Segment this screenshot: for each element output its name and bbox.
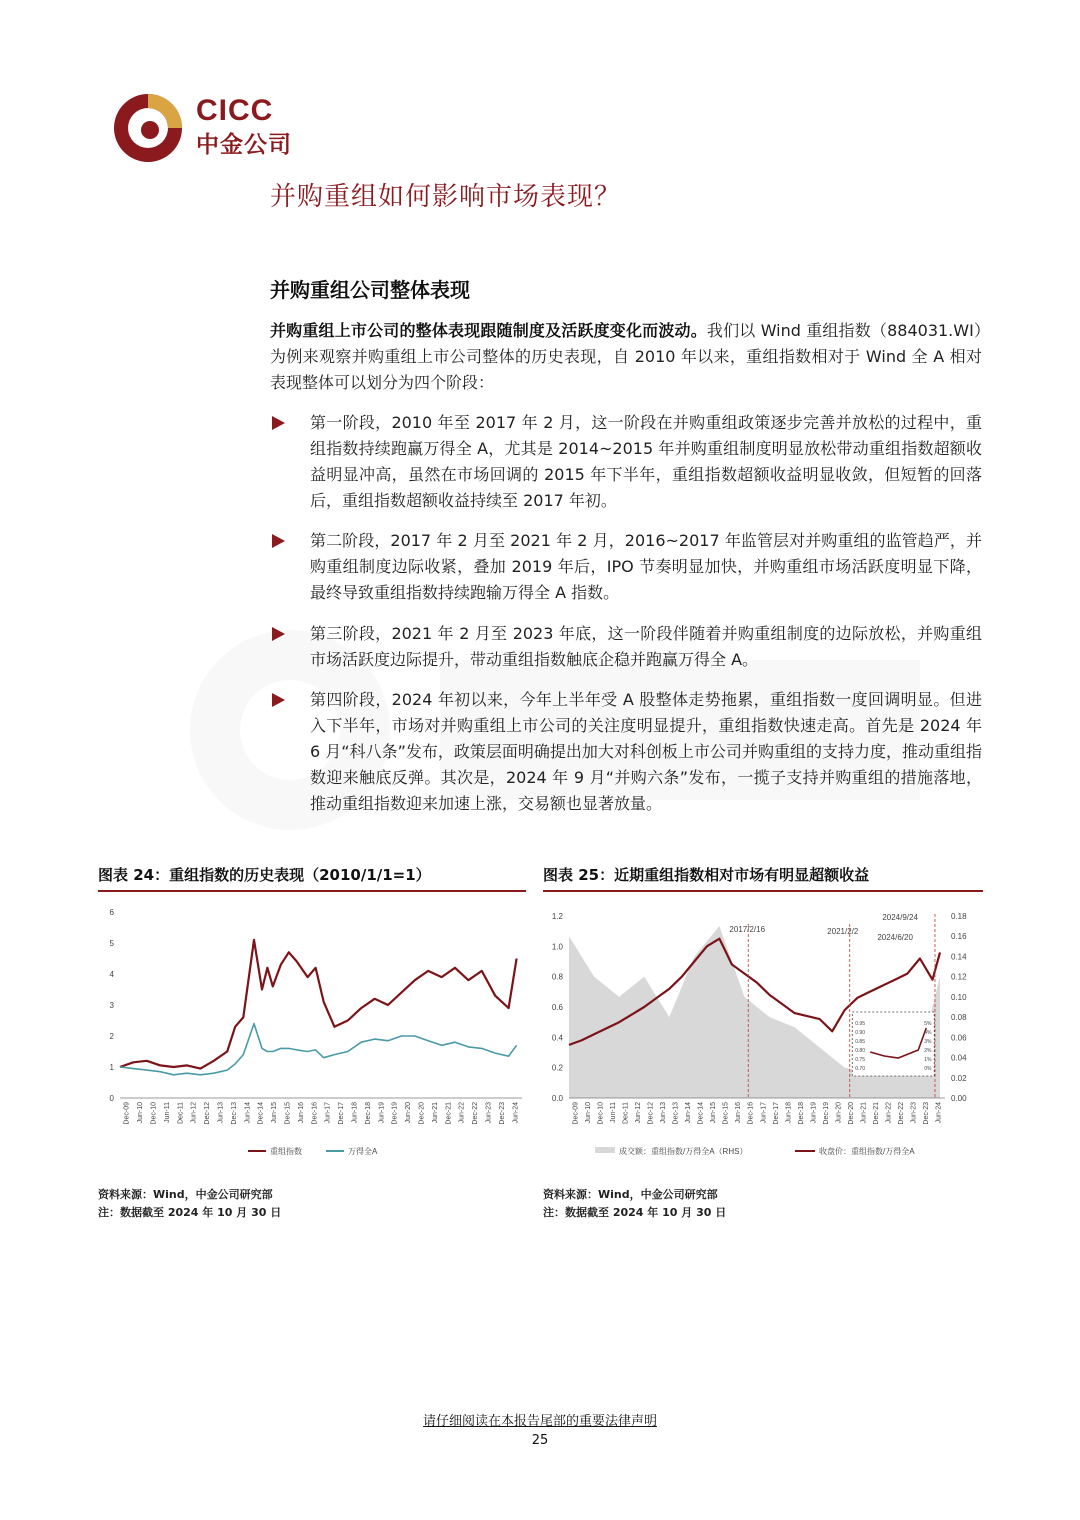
figure-25-source	[543, 1186, 726, 1222]
x-tick-label: Jun-20	[405, 1102, 413, 1124]
page-number: 25	[531, 1433, 549, 1448]
y2-tick-label: 0.14	[951, 952, 967, 962]
x-tick-label: Dec-16	[311, 1102, 319, 1125]
y-tick-label: 2	[109, 1032, 114, 1041]
x-tick-label: Jun-17	[324, 1102, 332, 1124]
inset-y2-tick: 3%	[924, 1039, 932, 1045]
x-tick-label: Jun-13	[660, 1102, 667, 1124]
x-tick-label: Jun-10	[137, 1102, 145, 1124]
x-tick-label: Dec-20	[848, 1102, 855, 1125]
x-tick-label: Jun-19	[378, 1102, 386, 1124]
legend-label: 万得全A	[348, 1147, 378, 1156]
triangle-bullet-icon	[272, 693, 285, 707]
figure-24-title: 图表 24：重组指数的历史表现（2010/1/1=1）	[98, 866, 431, 884]
bullet-text: 第一阶段，2010 年至 2017 年 2 月，这一阶段在并购重组政策逐步完善并放松的过程中，重组指数持续跑赢万得全 A，尤其是 2014~2015 年并购重组制度明显放松带动重组指数超额收益明显冲高，虽然在市场回调的 2015 年下半年，重组指数超额收益明显收敛，但短暂的回落后，重组指数超额收益持续至 2017 年初。	[310, 413, 982, 510]
bullet-text: 第四阶段，2024 年初以来，今年上半年受 A 股整体走势拖累，重组指数一度回调明显。但进入下半年，市场对并购重组上市公司的关注度明显提升，重组指数快速走高。首先是 2024 年 6 月“科八条”发布，政策层面明确提出加大对科创板上市公司并购重组的支持力度，推动重组指数迎来触底反弹。其次是，2024 年 9 月“并购六条”发布，一揽子支持并购重组的措施落地，推动重组指数迎来加速上涨，交易额也显著放量。	[310, 690, 982, 813]
figure-24-source	[98, 1186, 281, 1222]
x-tick-label: Dec-17	[338, 1102, 346, 1125]
x-tick-label: Jun-20	[835, 1102, 843, 1124]
x-tick-label: Jun-12	[190, 1102, 198, 1124]
inset-y2-tick: 2%	[924, 1048, 932, 1054]
x-tick-label: Dec-13	[230, 1102, 238, 1125]
figure-25-rule	[543, 890, 983, 892]
y2-tick-label: 0.04	[951, 1053, 967, 1063]
x-tick-label: Jun-11	[163, 1102, 171, 1123]
cicc-logo	[112, 92, 312, 162]
y2-tick-label: 0.00	[951, 1094, 967, 1103]
inset-y2-tick: 5%	[924, 1021, 932, 1027]
cicc-logo-icon	[112, 92, 184, 164]
figure-24-rule	[98, 890, 526, 892]
y-tick-label: 0.8	[551, 972, 563, 982]
x-tick-label: Jun-24	[935, 1102, 943, 1124]
y2-tick-label: 0.12	[951, 972, 967, 982]
series-line-1	[120, 940, 517, 1069]
x-tick-label: Jun-14	[244, 1102, 252, 1124]
x-tick-label: Jun-19	[810, 1102, 818, 1124]
x-tick-label: Jun-13	[217, 1102, 225, 1124]
y-tick-label: 6	[109, 908, 114, 917]
y-tick-label: 0.0	[551, 1094, 563, 1103]
inset-y-tick: 0.80	[855, 1048, 865, 1054]
x-tick-label: Jun-18	[351, 1102, 359, 1124]
inset-y-tick: 0.85	[855, 1039, 865, 1045]
inset-y-tick: 0.75	[855, 1057, 865, 1063]
source-text: 资料来源：Wind，中金公司研究部	[98, 1188, 273, 1201]
y2-tick-label: 0.02	[951, 1073, 967, 1083]
x-tick-label: Dec-17	[772, 1102, 780, 1125]
inset-y2-tick: 0%	[924, 1066, 932, 1072]
footer	[0, 1410, 1080, 1448]
triangle-bullet-icon	[272, 627, 285, 641]
x-tick-label: Dec-18	[364, 1102, 372, 1125]
x-tick-label: Dec-15	[722, 1102, 730, 1125]
x-tick-label: Dec-10	[150, 1102, 158, 1125]
x-tick-label: Jun-21	[431, 1102, 439, 1124]
section-title: 并购重组如何影响市场表现？	[270, 182, 622, 212]
logo-text-cn: 中金公司	[196, 132, 292, 158]
x-tick-label: Dec-14	[697, 1102, 705, 1125]
x-tick-label: Jun-16	[735, 1102, 743, 1124]
logo-text-en: CICC	[196, 94, 274, 127]
legend-label: 收盘价：重组指数/万得全A	[819, 1147, 915, 1156]
x-tick-label: Dec-16	[747, 1102, 755, 1125]
x-tick-label: Dec-21	[445, 1102, 453, 1125]
inset-y2-tick: 1%	[924, 1057, 932, 1063]
inset-y2-tick: 4%	[924, 1030, 932, 1036]
bullet-text: 第三阶段，2021 年 2 月至 2023 年底，这一阶段伴随着并购重组制度的边际放松，并购重组市场活跃度边际提升，带动重组指数触底企稳并跑赢万得全 A。	[310, 624, 982, 669]
x-tick-label: Dec-23	[923, 1102, 931, 1125]
inset-y-tick: 0.95	[855, 1021, 865, 1027]
x-tick-label: Dec-09	[572, 1102, 580, 1125]
x-tick-label: Dec-19	[391, 1102, 399, 1125]
y2-tick-label: 0.06	[951, 1033, 967, 1043]
y2-tick-label: 0.16	[951, 932, 967, 942]
x-tick-label: Jun-22	[885, 1102, 893, 1124]
x-tick-label: Jun-11	[609, 1102, 617, 1123]
inset-y-tick: 0.90	[855, 1030, 865, 1036]
chart-25	[543, 900, 983, 1170]
x-tick-label: Dec-23	[498, 1102, 506, 1125]
legend-swatch	[595, 1147, 615, 1153]
x-tick-label: Dec-21	[873, 1102, 881, 1125]
y2-tick-label: 0.08	[951, 1013, 967, 1023]
y-tick-label: 1	[109, 1063, 114, 1072]
intro-paragraph	[270, 318, 982, 396]
y-tick-label: 0	[109, 1094, 114, 1103]
x-tick-label: Jun-21	[860, 1102, 868, 1124]
x-tick-label: Jun-17	[760, 1102, 768, 1124]
legal-notice-link[interactable]: 请仔细阅读在本报告尾部的重要法律声明	[422, 1414, 657, 1429]
x-tick-label: Jun-14	[685, 1102, 693, 1124]
y-tick-label: 0.6	[551, 1003, 563, 1012]
x-tick-label: Jun-12	[634, 1102, 642, 1124]
x-tick-label: Dec-20	[418, 1102, 426, 1125]
chart-24	[98, 900, 528, 1170]
note-text: 注：数据截至 2024 年 10 月 30 日	[543, 1206, 727, 1219]
annotation-label: 2024/9/24	[882, 913, 918, 922]
x-tick-label: Jun-15	[271, 1102, 279, 1124]
y-tick-label: 0.4	[551, 1033, 563, 1043]
y-tick-label: 4	[109, 970, 114, 979]
figure-25-title: 图表 25：近期重组指数相对市场有明显超额收益	[543, 866, 870, 884]
x-tick-label: Dec-22	[898, 1102, 906, 1125]
legend-label: 成交额：重组指数/万得全A（RHS）	[619, 1147, 748, 1156]
annotation-label: 2017/2/16	[729, 925, 766, 934]
triangle-bullet-icon	[272, 416, 285, 430]
x-tick-label: Jun-23	[910, 1102, 918, 1124]
x-tick-label: Dec-11	[177, 1102, 185, 1125]
x-tick-label: Jun-24	[512, 1102, 520, 1124]
x-tick-label: Dec-10	[597, 1102, 605, 1125]
inset-y-tick: 0.70	[855, 1066, 865, 1072]
x-tick-label: Dec-22	[472, 1102, 480, 1125]
bullet-text: 第二阶段，2017 年 2 月至 2021 年 2 月，2016~2017 年监管层对并购重组的监管趋严，并购重组制度边际收紧，叠加 2019 年后，IPO 节奏明显加快，并购重组市场活跃度明显下降，最终导致重组指数持续跑输万得全 A 指数。	[310, 531, 982, 602]
y2-tick-label: 0.10	[951, 992, 967, 1002]
x-tick-label: Dec-13	[672, 1102, 680, 1125]
x-tick-label: Jun-16	[297, 1102, 305, 1124]
y-tick-label: 3	[109, 1001, 114, 1010]
x-tick-label: Dec-12	[204, 1102, 212, 1125]
x-tick-label: Dec-15	[284, 1102, 292, 1125]
x-tick-label: Dec-19	[822, 1102, 830, 1125]
x-tick-label: Dec-09	[123, 1102, 131, 1125]
y2-tick-label: 0.18	[951, 912, 967, 921]
x-tick-label: Dec-14	[257, 1102, 265, 1125]
x-tick-label: Jun-23	[485, 1102, 493, 1124]
x-tick-label: Jun-10	[584, 1102, 592, 1124]
y-tick-label: 0.2	[551, 1063, 563, 1073]
x-tick-label: Dec-11	[622, 1102, 630, 1125]
source-text: 资料来源：Wind，中金公司研究部	[543, 1188, 718, 1201]
annotation-label: 2021/2/2	[827, 927, 859, 936]
x-tick-label: Jun-18	[785, 1102, 793, 1124]
legend-label: 重组指数	[270, 1147, 302, 1156]
y-tick-label: 1.0	[551, 942, 563, 952]
triangle-bullet-icon	[272, 534, 285, 548]
subsection-title: 并购重组公司整体表现	[270, 278, 470, 302]
intro-text: 我们以 Wind 重组指数（884031.WI）为例来观察并购重组上市公司整体的历史表现，自 2010 年以来，重组指数相对于 Wind 全 A 相对表现整体可以划分为四个阶段：	[270, 321, 982, 392]
x-tick-label: Jun-15	[710, 1102, 718, 1124]
y-tick-label: 5	[109, 939, 114, 948]
intro-bold: 并购重组上市公司的整体表现跟随制度及活跃度变化而波动。	[270, 321, 707, 340]
x-tick-label: Dec-18	[797, 1102, 805, 1125]
x-tick-label: Dec-12	[647, 1102, 655, 1125]
x-tick-label: Jun-22	[458, 1102, 466, 1124]
note-text: 注：数据截至 2024 年 10 月 30 日	[98, 1206, 282, 1219]
y-tick-label: 1.2	[551, 912, 563, 921]
annotation-label: 2024/6/20	[877, 933, 913, 942]
